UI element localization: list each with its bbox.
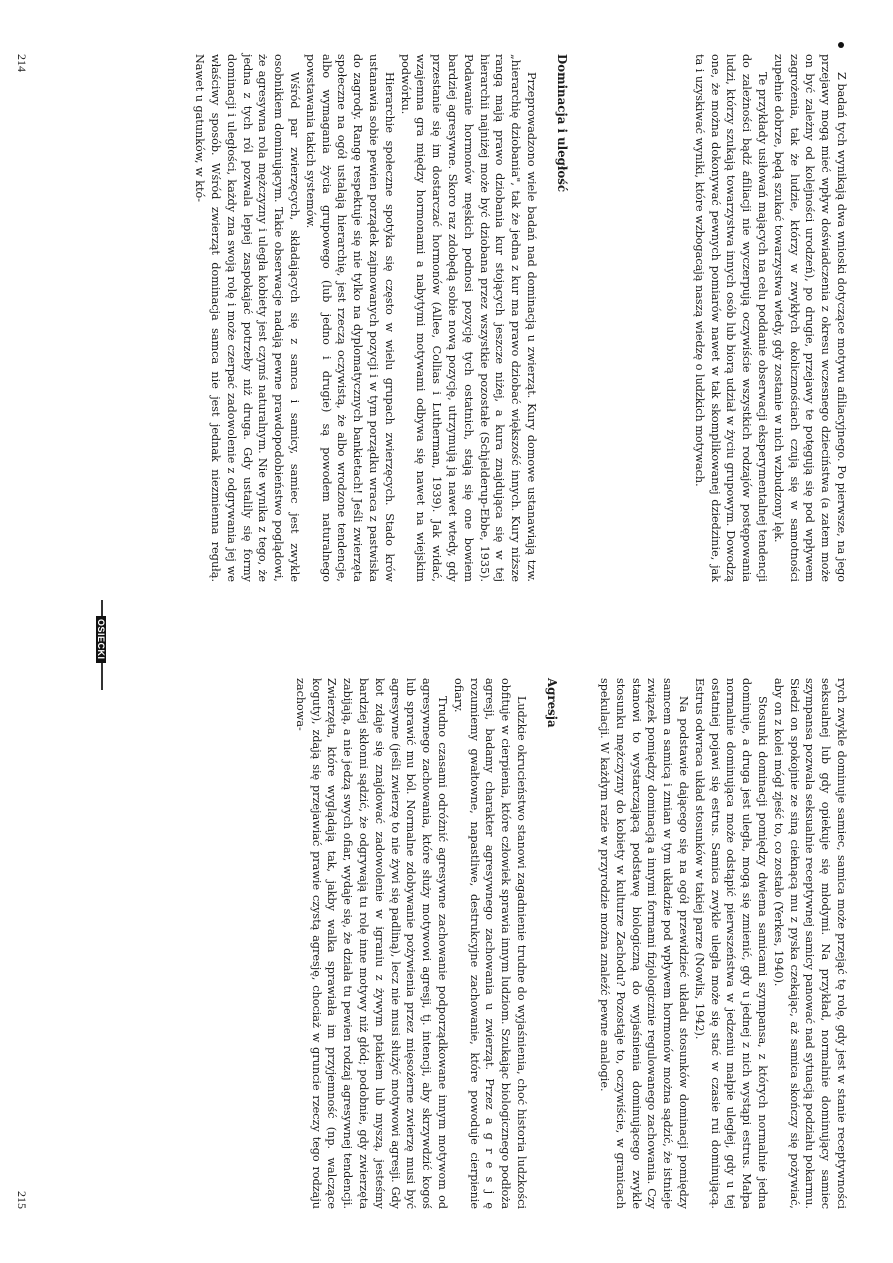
right-section-aggression <box>59 678 529 1209</box>
paragraph: Hierarchie społeczne spotyka się często w wielu grupach zwierzęcych. Stado krów ustanawia sobie pewien porządek zajmowanych pozycji i w tym porządku wraca z pastwiska do zagrody. Rangę respektuje się nie tylko na dyplomatycznych bankietach! Jeśli zwierzęta społeczne na ogół ustalają hierarchię, jest rzeczą oczywistą, że albo wrodzone tendencje, albo wymagania życia grupowego (lub jedno i drugie) są powodem naturalnego powstawania takich systemów. <box>303 54 396 582</box>
library-stamp: OSIECKI <box>96 616 106 663</box>
paragraph: Stosunki dominacji pomiędzy dwiema samicami szympansa, z których normalnie jedna dominuje, a druga jest uległa, mogą się zmienić, gdy u jednej z nich wystąpi estrus. Małpa normalnie dominująca może odstąpić pierwszeństwa w jedzeniu małpie uległej, gdy u tej ostatniej pojawi się estrus. Samica zwykle uległa może się stać w czasie rui dominującą. Estrus odwraca układ stosunków w takiej parze (Nowlis, 1942). <box>692 678 770 1209</box>
paragraph: Ludzkie okrucieństwo stanowi zagadnienie trudne do wyjaśnienia, choć historia ludzkości obfituje w cierpienia, które człowiek sprawia innym ludziom. Szukając biologicznego podłoża agresji, badamy charakter agresywnego zachowania u zwierząt. Przez a g r e s j ę rozumiemy gwałtowne, napastliwe, destrukcyjne zachowanie, które powoduje cierpienie ofiary. <box>451 678 528 1209</box>
section-heading-dominance: Dominacja i uległość <box>555 54 569 193</box>
right-section-continuation <box>587 678 849 1209</box>
paragraph: Wśród par zwierzęcych, składających się z samca i samicy, samiec jest zwykle osobnikiem dominującym. Takie obserwacje nadają pewne prawdopodobieństwo poglądowi, że agresywna rola mężczyzny i uległa kobiety jest czymś naturalnym. Nie wynika z tego, że jedna z tych ról pozwala lepiej zaspokajać potrzeby niż druga. Gdy ustalily się formy dominacji i uległości, każdy zna swoją rolę i może czerpać zadowolenie z odgrywania jej we właściwy sposób. Wśród zwierząt dominacja samca nie jest jednak niezmienna regułą. Nawet u gatunków, w któ- <box>193 54 302 582</box>
section-heading-aggression: Agresja <box>545 678 559 728</box>
page-number: 214 <box>15 54 29 72</box>
paragraph: rych zwykle dominuje samiec, samica może przejąć tę rolę, gdy jest w stanie receptywności seksualnej lub gdy opiekuje się młodymi. Na przykład, normalnie dominujący samiec szympansa pozwala seksualnie receptywnej samicy panować nad sytuacją podziału pokarmu. Siedzi on spokojnie ze siną cieknącą mu z pyska czekając, aż samica skończy się pożywiać, aby on z kolei mógł zjeść to, co zostało (Yerkes, 1940). <box>771 678 848 1209</box>
paragraph: Przeprowadzono wiele badań nad dominacją u zwierząt. Kury domowe ustanawiają tzw. „hierarchię dziobania", tak że jedna z kur ma prawo dziobać większość innych. Kury niższe rangą mają prawo dziobania kur stojących jeszcze niżej, a kura znajdująca się w tej hierarchii najniżej może być dziobana przez wszystkie pozostałe (Schjelderup-Ebbe, 1935). Podawanie hormonów męskich podnosi pozycję tych ostatnich, stają się one bowiem bardziej agresywne. Skoro raz zdobędą sobie nową pozycję, utrzymują ją nawet wtedy, gdy przestanie się im dostarczać hormonów (Allee, Collias i Lutherman, 1939). Jak widać, wzajemna gra między hormonami a nabytymi motywami odbywa się nawet na wiejskim podwórku. <box>398 54 538 582</box>
paragraph: Na podstawie dającego się na ogół przewidzieć układu stosunków dominacji pomiędzy samcem a samicą i zmian w tym układzie pod wpływem hormonów można sądzić, że istnieje związek pomiędzy dominacją a innymi formami fizjologicznie regulowanego zachowania. Czy stanowi to wystarczającą podstawę biologiczną do wyjaśnienia dominującego zwykle stosunku mężczyzny do kobiety w kulturze Zachodu? Pozostaje to, oczywiście, w granicach spekulacji. W każdym razie w przyrodzie można znaleźć pewne analogie. <box>598 678 691 1209</box>
left-section-dominance <box>69 54 539 582</box>
paragraph: Z badań tych wynikają dwa wnioski dotyczące motywu afiliacyjnego. Po pierwsze, na jego przejawy mogą mieć wpływ doświadczenia z okresu wczesnego dzieciństwa (a zatem może on być zależny od kolejności urodzeń), po drugie, przejawy te potęgują się pod wpływem zagrożenia, tak że ludzie, którzy w zwykłych okolicznościach czują się w samotności zupełnie dobrze, będą szukać towarzystwa wtedy, gdy zostanie w nich wzbudzony lęk. <box>771 54 848 582</box>
paragraph: Trudno czasami odróżnić agresywne zachowanie podporządkowane innym motywom od agresywnego zachowania, które służy motywowi agresji, tj. intencji, aby skrzywdzić kogoś lub sprawić mu ból. Normalne zdobywanie pożywienia przez mięsożerne zwierzę musi być agresywne (jeśli zwierzę to nie żywi się padliną), lecz nie musi służyć motywowi agresji. Gdy kot zdaje się znajdować zadowolenie w igraniu z żywym ptakiem lub myszą, jesteśmy bardziej skłonni sądzić, że odgrywają tu rolę inne motywy niż głód; podobnie, gdy zwierzęta zabijają, a nie jedzą swych ofiar, wydaje się, że działa tu pewien rodzaj agresywnej tendencji. Zwierzęta, które wyglądają tak, jakby walka sprawiała im przyjemność (np. walczące koguty), zdają się przejawiać prawie czystą agresję, chociaż w gruncie rzeczy tego rodzaju zachowa- <box>293 678 450 1209</box>
right-page <box>0 632 893 1263</box>
paragraph: Te przykłady usiłowań mających na celu poddanie obserwacji eksperymentalnej tendencji do zależności bądź afiliacji nie wyczerpują oczywiście wszystkich rodzajów postępowania ludzi, którzy szukają towarzystwa innych osób lub biorą udział w życiu grupowym. Dowodzą one, że można dokonywać pewnych pomiarów nawet w tak skomplikowanej dziedzinie, jak ta i uzyskiwać wyniki, które wzbogacają naszą wiedzę o ludzkich motywach. <box>692 54 770 582</box>
left-section-intro <box>597 54 849 582</box>
page-number: 215 <box>15 1191 29 1209</box>
